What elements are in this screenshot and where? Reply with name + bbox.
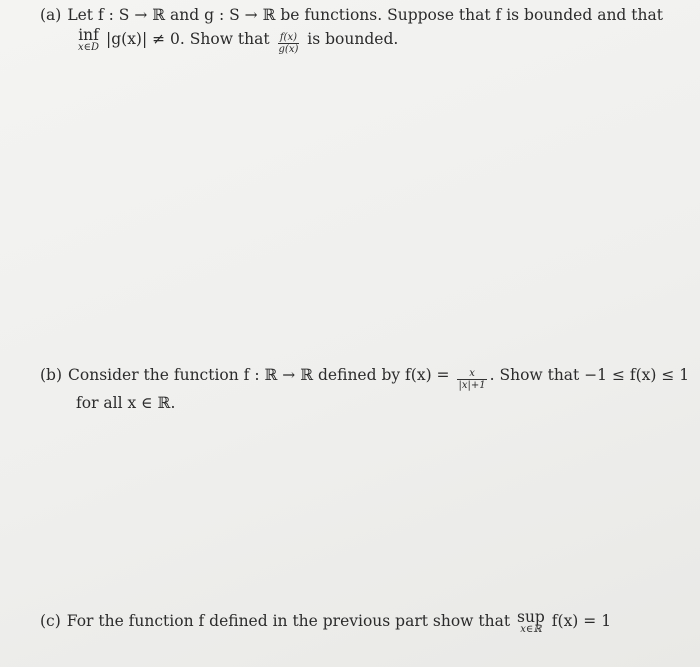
part-b-line-2 (40, 391, 672, 415)
part-b-text-1: Consider the function f : ℝ → ℝ defined by f(x) = (68, 366, 450, 384)
part-a-line-2 (40, 27, 672, 55)
part-b-label: (b) (40, 366, 63, 384)
part-c-label: (c) (40, 612, 61, 630)
part-a-line-1 (40, 3, 672, 27)
part-b-text-2: . Show that −1 ≤ f(x) ≤ 1 (489, 366, 690, 384)
part-a-text-1: Let f : S → ℝ and g : S → ℝ be functions. Suppose that f is bounded and that (67, 6, 663, 24)
infimum-operator: inf x∈D (78, 26, 100, 53)
part-a-text-3: is bounded. (307, 30, 399, 48)
problem-part-b (40, 363, 690, 415)
part-c-text: For the function f defined in the previous part show that (66, 612, 511, 630)
part-a-text-2: |g(x)| ≠ 0. Show that (106, 30, 270, 48)
fraction-f-over-g: $\frac{f(x)}{g(x)}$ (278, 32, 299, 55)
part-c-line-1 (40, 609, 672, 635)
part-a-label: (a) (40, 6, 62, 24)
part-c-tail: f(x) = 1 (551, 612, 612, 630)
part-b-line-1 (40, 363, 690, 391)
fraction-x-over-absx-plus-1: $\frac{x}{|x|+1}$ (458, 368, 486, 391)
problem-part-a (40, 3, 672, 55)
supremum-operator: sup x∈ℝ (516, 608, 545, 635)
part-b-text-3: for all x ∈ ℝ. (76, 394, 176, 412)
problem-part-c (40, 609, 672, 635)
